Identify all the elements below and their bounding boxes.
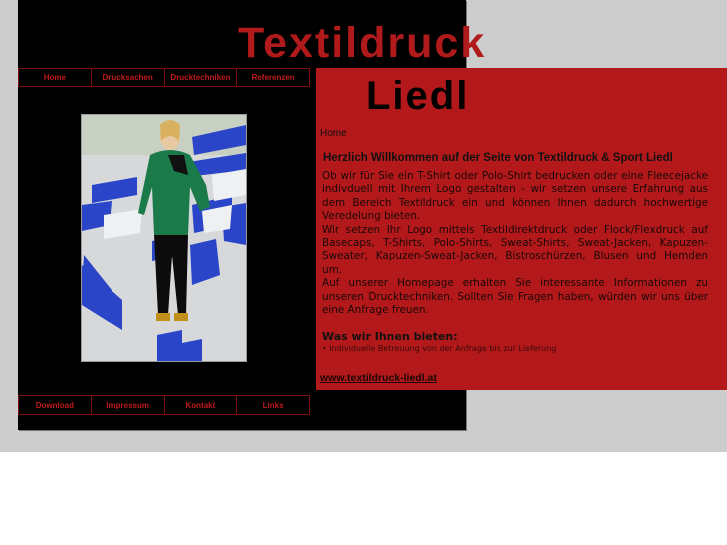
hero-photo xyxy=(81,114,247,362)
content-panel xyxy=(316,68,727,390)
welcome-heading: Herzlich Willkommen auf der Seite von Textildruck & Sport Liedl xyxy=(323,152,673,164)
logo-liedl: Liedl xyxy=(366,74,470,118)
nav-impressum[interactable]: Impressum xyxy=(92,396,165,414)
nav-kontakt[interactable]: Kontakt xyxy=(165,396,238,414)
top-navigation xyxy=(18,68,310,87)
website-link[interactable]: www.textildruck-liedl.at xyxy=(320,372,437,384)
intro-paragraph: Ob wir für Sie ein T-Shirt oder Polo-Shirt bedrucken oder eine Fleecejacke indivduell mit Ihrem Logo gestalten - wir setzen unsere Erfahrung aus dem Bereich Textildruck ein und können Ihnen dadurch hochwertige Veredelung bieten. xyxy=(322,170,708,223)
offer-list xyxy=(322,342,708,354)
info-paragraph: Auf unserer Homepage erhalten Sie interessante Informationen zu unseren Drucktechniken. Sollten Sie Fragen haben, würden wir uns über eine Anfrage freuen. xyxy=(322,277,708,317)
bottom-navigation xyxy=(18,395,310,415)
offer-item: • individuelle Betreuung von der Anfrage bis zur Lieferung xyxy=(322,344,557,354)
services-paragraph: Wir setzen Ihr Logo mittels Textildirektdruck oder Flock/Flexdruck auf Basecaps, T-Shirts, Polo-Shirts, Sweat-Shirts, Sweat-Jacken, Kapuzen-Sweater, Kapuzen-Sweat-Jacken, Bistroschürzen, Blusen und Hemden um. xyxy=(322,223,708,276)
nav-drucktechniken[interactable]: Drucktechniken xyxy=(165,69,238,86)
offer-heading: Was wir Ihnen bieten: xyxy=(322,330,458,344)
nav-home[interactable]: Home xyxy=(19,69,92,86)
nav-download[interactable]: Download xyxy=(19,396,92,414)
nav-referenzen[interactable]: Referenzen xyxy=(251,73,295,82)
logo-textildruck: Textildruck xyxy=(238,19,487,67)
nav-links[interactable]: Links xyxy=(262,400,284,410)
breadcrumb: Home xyxy=(320,128,347,139)
nav-drucksachen[interactable]: Drucksachen xyxy=(92,69,165,86)
main-content xyxy=(322,152,708,354)
athlete-photo-image xyxy=(82,115,246,361)
